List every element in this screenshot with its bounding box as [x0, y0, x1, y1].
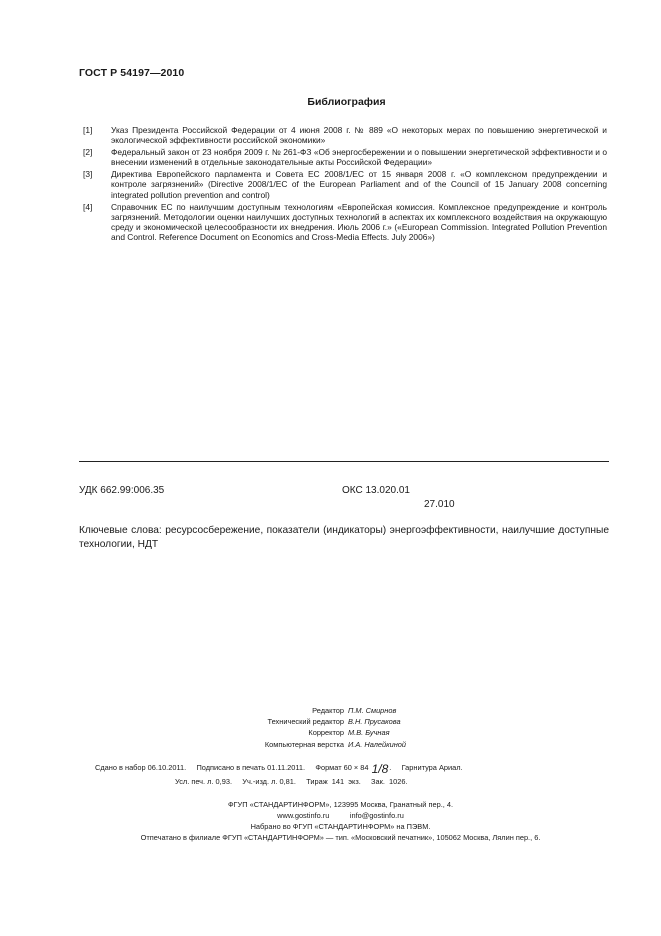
- credit-row: [0, 727, 661, 738]
- entry-text: Указ Президента Российской Федерации от 4 июня 2008 г. № 889 «О некоторых мерах по повышению энергетической и экологической эффективности российской экономики»: [111, 125, 607, 146]
- format-fraction: 1/8: [371, 762, 389, 776]
- publishing-dates-format: Сдано в набор 06.10.2011. Подписано в печать 01.11.2011. Формат 60 × 84: [95, 763, 369, 772]
- credit-role: Компьютерная верстка: [264, 739, 344, 749]
- credit-name: И.А. Налейкиной: [348, 739, 407, 749]
- publishing-info-line-1: [95, 762, 625, 776]
- entry-number: [3]: [83, 169, 93, 180]
- bibliography-entry: [83, 169, 607, 200]
- credit-row: [0, 739, 661, 750]
- credit-row: [0, 716, 661, 727]
- entry-text: Директива Европейского парламента и Совета ЕС 2008/1/ЕС от 15 января 2008 г. «О комплексном предупреждении и контроле загрязнений» (Directive 2008/1/EC of the European Parliament and of the Council of 15 January 2008 concerning integrated pollution prevention and control): [111, 169, 607, 200]
- entry-number: [2]: [83, 147, 93, 158]
- credit-role: Корректор: [308, 728, 344, 738]
- editorial-credits: [0, 705, 661, 750]
- credit-name: М.В. Бучная: [348, 728, 390, 738]
- bibliography-title: Библиография: [307, 96, 386, 108]
- typesetting-note: Набрано во ФГУП «СТАНДАРТИНФОРМ» на ПЭВМ.: [250, 822, 431, 831]
- credit-row: [0, 705, 661, 716]
- credit-name: П.М. Смирнов: [348, 706, 397, 715]
- credit-name: В.Н. Прусакова: [348, 717, 401, 727]
- publishing-typeface: . Гарнитура Ариал.: [389, 763, 463, 772]
- section-divider: [79, 461, 609, 462]
- standard-id-header: ГОСТ Р 54197—2010: [79, 67, 185, 79]
- bibliography-list: [83, 125, 607, 244]
- entry-text: Справочник ЕС по наилучшим доступным технологиям «Европейская комиссия. Комплексное предупреждение и контроль загрязнений. Методологии оценки наилучших доступных технологий в аспектах их комплексного воздействия на окружающую среду и экономической целесообразности их внедрения. Июль 2006 г.» («European Commission. Integrated Pollution Prevention and Control. Reference Document on Economics and Cross-Media Effects. July 2006»): [111, 201, 607, 243]
- credit-role: Редактор: [312, 706, 344, 715]
- credit-role: Технический редактор: [267, 717, 344, 727]
- udk-code: УДК 662.99:006.35: [79, 485, 165, 496]
- bibliography-entry: [83, 125, 607, 146]
- printing-note: Отпечатано в филиале ФГУП «СТАНДАРТИНФОРМ» — тип. «Московский печатник», 105062 Москва, Лялин пер., 6.: [140, 833, 541, 842]
- bibliography-entry: [83, 147, 607, 168]
- publisher-footer: [0, 799, 661, 843]
- entry-number: [4]: [83, 201, 93, 212]
- oks-code-secondary: 27.010: [424, 499, 455, 510]
- oks-code-primary: ОКС 13.020.01: [342, 485, 410, 496]
- publisher-address: ФГУП «СТАНДАРТИНФОРМ», 123995 Москва, Гранатный пер., 4.: [227, 800, 454, 809]
- publishing-info-line-2: Усл. печ. л. 0,93. Уч.-изд. л. 0,81. Тираж 141 экз. Зак. 1026.: [175, 777, 408, 786]
- keywords: Ключевые слова: ресурсосбережение, показатели (индикаторы) энергоэффективности, наилучшие доступные технологии, НДТ: [79, 525, 609, 550]
- entry-number: [1]: [83, 125, 93, 135]
- bibliography-entry: [83, 202, 607, 243]
- entry-text: Федеральный закон от 23 ноября 2009 г. № 261-ФЗ «Об энергосбережении и о повышении энергетической эффективности и о внесении изменений в отдельные законодательные акты Российской Федерации»: [111, 147, 607, 168]
- publisher-web-contacts: www.gostinfo.ru info@gostinfo.ru: [277, 811, 404, 820]
